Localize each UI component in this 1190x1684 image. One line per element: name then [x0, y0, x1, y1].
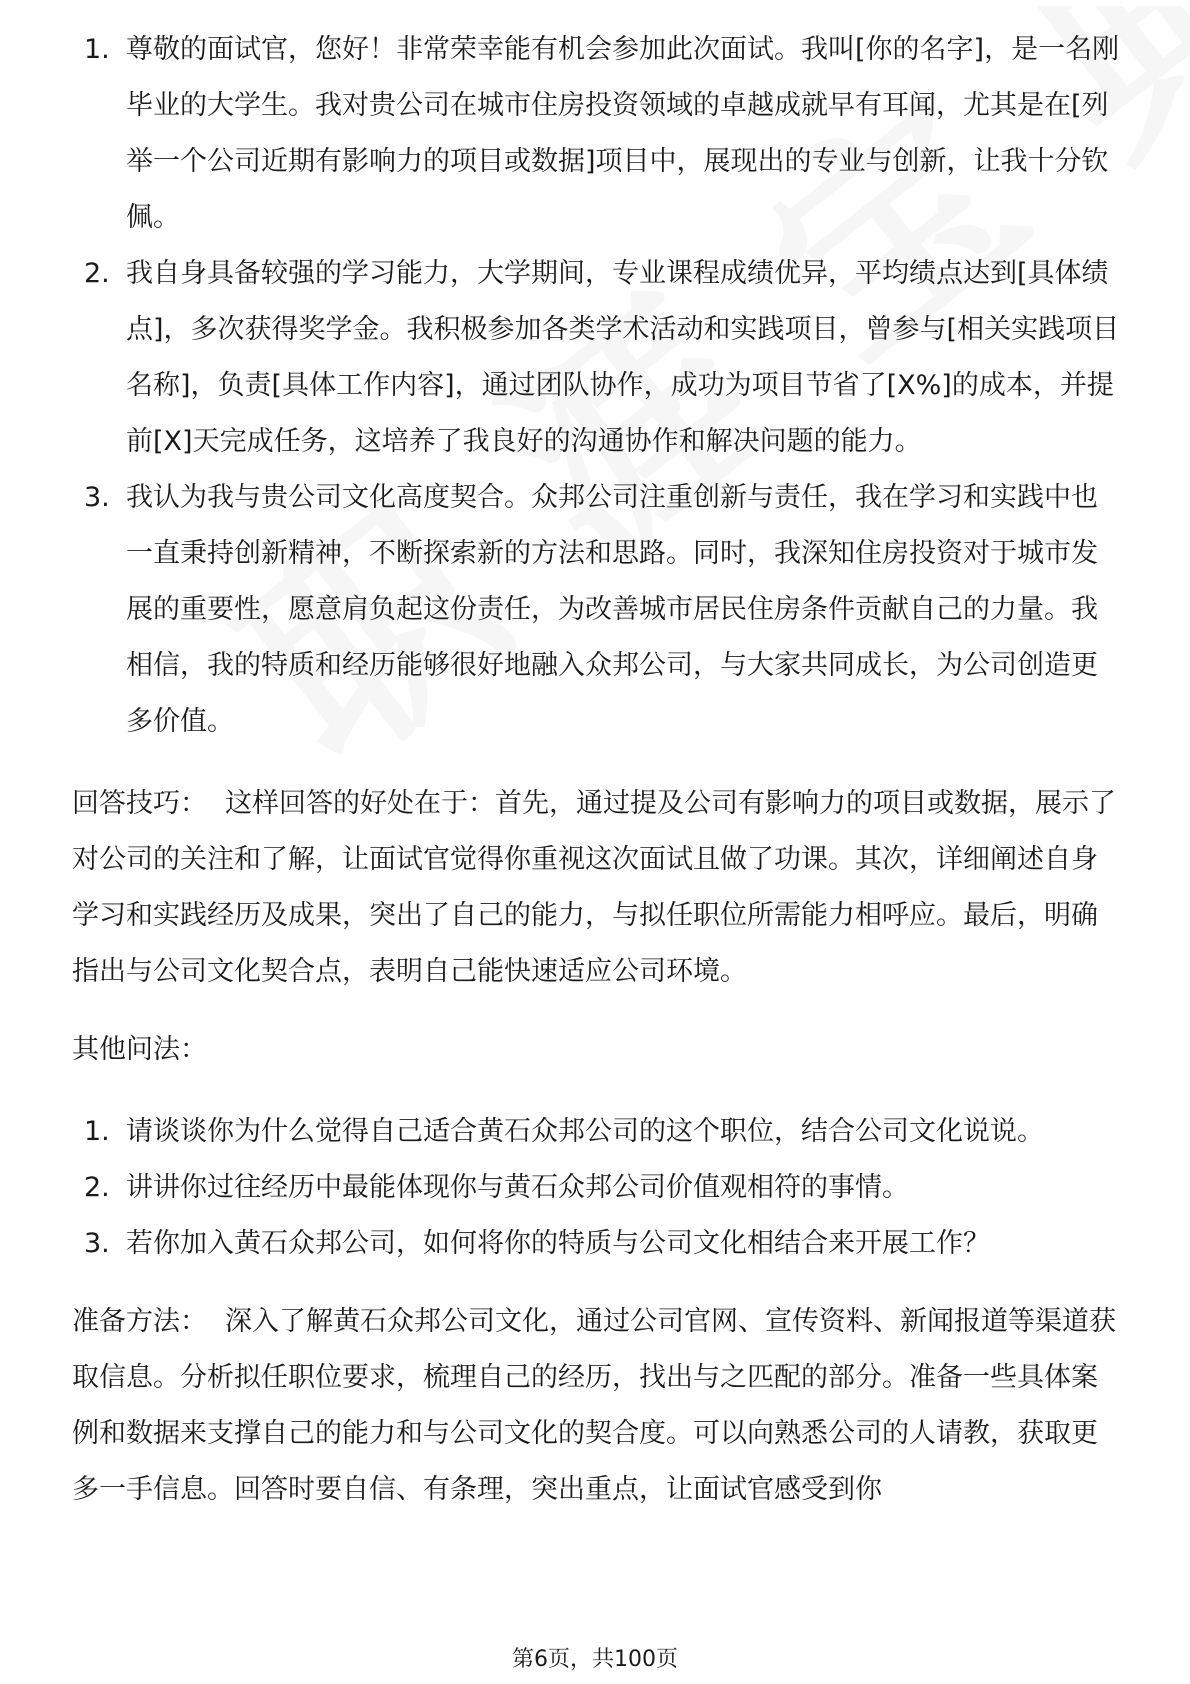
tips-paragraph [72, 776, 1122, 1000]
list-item-text: 我认为我与贵公司文化高度契合。众邦公司注重创新与责任，我在学习和实践中也一直秉持创新精神，不断探索新的方法和思路。同时，我深知住房投资对于城市发展的重要性，愿意肩负起这份责任，为改善城市居民住房条件贡献自己的力量。我相信，我的特质和经历能够很好地融入众邦公司，与大家共同成长，为公司创造更多价值。 [126, 482, 1098, 737]
list-number: 2. [84, 1172, 110, 1203]
list-number: 1. [84, 1116, 110, 1147]
list-number: 1. [84, 34, 110, 65]
list-item [72, 470, 1122, 750]
list-item-text: 我自身具备较强的学习能力，大学期间，专业课程成绩优异，平均绩点达到[具体绩点]，多次获得奖学金。我积极参加各类学术活动和实践项目，曾参与[相关实践项目名称]，负责[具体工作内容]，通过团队协作，成功为项目节省了[X%]的成本，并提前[X]天完成任务，这培养了我良好的沟通协作和解决问题的能力。 [126, 258, 1120, 457]
list-item [72, 1104, 1122, 1160]
tips-text: 这样回答的好处在于：首先，通过提及公司有影响力的项目或数据，展示了对公司的关注和了解，让面试官觉得你重视这次面试且做了功课。其次，详细阐述自身学习和实践经历及成果，突出了自己的能力，与拟任职位所需能力相呼应。最后，明确指出与公司文化契合点，表明自己能快速适应公司环境。 [72, 788, 1116, 987]
list-item [72, 246, 1122, 470]
list-item-text: 讲讲你过往经历中最能体现你与黄石众邦公司价值观相符的事情。 [126, 1172, 909, 1203]
prep-text: 深入了解黄石众邦公司文化，通过公司官网、宣传资料、新闻报道等渠道获取信息。分析拟任职位要求，梳理自己的经历，找出与之匹配的部分。准备一些具体案例和数据来支撑自己的能力和与公司文化的契合度。可以向熟悉公司的人请教，获取更多一手信息。回答时要自信、有条理，突出重点，让面试官感受到你 [72, 1306, 1116, 1505]
prep-paragraph [72, 1294, 1122, 1518]
list-item-text: 尊敬的面试官，您好！非常荣幸能有机会参加此次面试。我叫[你的名字]，是一名刚毕业的大学生。我对贵公司在城市住房投资领域的卓越成就早有耳闻，尤其是在[列举一个公司近期有影响力的项目或数据]项目中，展现出的专业与创新，让我十分钦佩。 [126, 34, 1120, 233]
list-number: 3. [84, 482, 110, 513]
other-questions-list [72, 1104, 1122, 1272]
other-questions-label: 其他问法： [72, 1034, 207, 1065]
list-item-text: 请谈谈你为什么觉得自己适合黄石众邦公司的这个职位，结合公司文化说说。 [126, 1116, 1044, 1147]
tips-label: 回答技巧： [72, 788, 207, 819]
list-item [72, 22, 1122, 246]
answer-list [72, 22, 1122, 750]
list-item [72, 1160, 1122, 1216]
list-number: 2. [84, 258, 110, 289]
list-number: 3. [84, 1228, 110, 1259]
prep-label: 准备方法： [72, 1306, 207, 1337]
list-item [72, 1216, 1122, 1272]
page-content [72, 22, 1122, 1518]
page-footer: 第6页，共100页 [512, 1647, 678, 1672]
list-item-text: 若你加入黄石众邦公司，如何将你的特质与公司文化相结合来开展工作？ [126, 1228, 990, 1259]
